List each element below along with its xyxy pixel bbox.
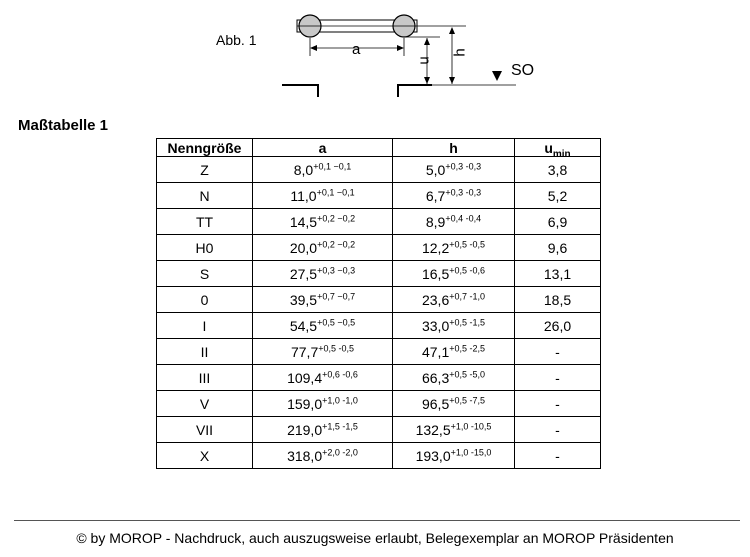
cell-a [253,235,393,261]
cell-h [393,313,515,339]
a-value: 27,5 [289,265,318,282]
dimension-diagram [0,0,750,110]
h-tolerance: +0,5 -2,5 [449,342,486,353]
table-row [157,339,601,365]
cell-nenngroesse [157,157,253,183]
header-u-label: u [544,139,553,156]
u-min-value: 3,8 [547,161,568,178]
h-tolerance: +0,5 -0,5 [449,238,486,249]
a-tolerance: +0,1 −0,1 [316,186,355,197]
a-tolerance: +0,1 −0,1 [313,160,352,171]
cell-a [253,391,393,417]
u-min-value: 26,0 [543,317,572,334]
cell-nenngroesse [157,261,253,287]
a-value: 159,0 [287,395,323,412]
header-u-min [515,139,601,160]
label-h: h [451,48,469,57]
a-value: 11,0 [290,187,317,204]
a-tolerance: +0,3 −0,3 [317,264,356,275]
table-row [157,417,601,443]
h-tolerance: +0,4 -0,4 [445,212,482,223]
a-value: 109,4 [287,369,323,386]
h-value: 8,9 [425,213,446,230]
cell-nenngroesse [157,391,253,417]
cell-u-min [515,209,601,235]
h-value: 12,2 [421,239,450,256]
table-title: Maßtabelle 1 [18,117,109,134]
nenngroesse-value: V [199,395,210,412]
nenngroesse-value: III [198,369,211,386]
cell-nenngroesse [157,339,253,365]
nenngroesse-value: X [199,447,210,464]
cell-a [253,443,393,469]
u-min-value: 18,5 [543,291,572,308]
footer-copyright: © by MOROP - Nachdruck, auch auszugsweise erlaubt, Belegexemplar an MOROP Präsidenten [76,530,674,546]
label-so: SO [511,62,535,79]
h-value: 193,0 [415,447,451,464]
cell-nenngroesse [157,443,253,469]
cell-u-min [515,391,601,417]
h-tolerance: +1,0 -10,5 [450,420,492,431]
u-min-value: 9,6 [547,239,568,256]
dimension-table [156,138,601,469]
u-min-value: - [555,447,560,464]
cell-h [393,261,515,287]
cell-h [393,391,515,417]
a-value: 39,5 [289,291,318,308]
cell-h [393,157,515,183]
figure-caption: Abb. 1 [216,32,257,48]
h-value: 96,5 [421,395,450,412]
figure-abb-1 [0,0,750,110]
cell-h [393,365,515,391]
cell-a [253,261,393,287]
h-value: 66,3 [421,369,450,386]
u-min-value: 6,9 [547,213,568,230]
a-tolerance: +0,7 −0,7 [317,290,356,301]
h-tolerance: +0,3 -0,3 [445,186,482,197]
header-h: h [393,139,515,157]
cell-a [253,313,393,339]
nenngroesse-value: S [199,265,210,282]
u-min-value: - [555,343,560,360]
a-value: 8,0 [293,161,314,178]
so-marker-icon [492,71,502,81]
table-row [157,183,601,209]
a-tolerance: +0,5 −0,5 [317,316,356,327]
a-tolerance: +0,5 -0,5 [318,342,355,353]
cell-nenngroesse [157,417,253,443]
table-row [157,261,601,287]
cell-a [253,209,393,235]
table-row [157,235,601,261]
u-min-value: 13,1 [543,265,572,282]
h-tolerance: +1,0 -15,0 [450,446,492,457]
table-row [157,157,601,183]
nenngroesse-value: 0 [200,291,209,308]
cell-nenngroesse [157,313,253,339]
cell-u-min [515,183,601,209]
table-row [157,209,601,235]
cell-a [253,287,393,313]
cell-h [393,209,515,235]
a-value: 318,0 [287,447,323,464]
nenngroesse-value: TT [195,213,214,230]
table-row [157,287,601,313]
a-tolerance: +0,6 -0,6 [322,368,358,379]
table-header-row [157,139,601,157]
cell-h [393,417,515,443]
cell-u-min [515,261,601,287]
cell-nenngroesse [157,183,253,209]
footer-divider [14,520,740,521]
nenngroesse-value: Z [200,161,209,178]
a-tolerance: +2,0 -2,0 [322,446,358,457]
u-min-value: - [555,421,560,438]
cell-h [393,443,515,469]
h-tolerance: +0,7 -1,0 [449,290,486,301]
h-tolerance: +0,5 -5,0 [449,368,486,379]
cell-a [253,365,393,391]
a-tolerance: +0,2 −0,2 [317,212,356,223]
cell-nenngroesse [157,209,253,235]
label-a: a [352,41,361,58]
table-row [157,313,601,339]
a-value: 77,7 [290,343,319,360]
h-value: 5,0 [425,161,446,178]
u-min-value: 5,2 [547,187,568,204]
a-value: 14,5 [289,213,318,230]
cell-u-min [515,235,601,261]
cell-u-min [515,417,601,443]
u-min-value: - [555,395,560,412]
table-row [157,443,601,469]
a-value: 20,0 [289,239,318,256]
cell-u-min [515,339,601,365]
cell-a [253,157,393,183]
cell-h [393,235,515,261]
table-row [157,391,601,417]
cell-h [393,183,515,209]
header-nenngroesse: Nenngröße [157,139,253,157]
nenngroesse-value: VII [195,421,214,438]
h-value: 23,6 [421,291,450,308]
h-value: 6,7 [425,187,446,204]
header-u-subscript: min [552,148,571,160]
h-tolerance: +0,5 -0,6 [449,264,486,275]
h-tolerance: +0,3 -0,3 [445,160,482,171]
a-tolerance: +0,2 −0,2 [317,238,356,249]
cell-u-min [515,287,601,313]
h-tolerance: +0,5 -7,5 [449,394,486,405]
cell-a [253,417,393,443]
a-value: 54,5 [289,317,318,334]
cell-u-min [515,365,601,391]
a-tolerance: +1,0 -1,0 [322,394,358,405]
cell-nenngroesse [157,365,253,391]
cell-u-min [515,313,601,339]
h-value: 33,0 [421,317,450,334]
cell-u-min [515,443,601,469]
h-value: 132,5 [415,421,451,438]
cell-h [393,339,515,365]
a-tolerance: +1,5 -1,5 [322,420,358,431]
u-min-value: - [555,369,560,386]
nenngroesse-value: H0 [195,239,214,256]
cell-h [393,287,515,313]
h-value: 47,1 [421,343,450,360]
h-tolerance: +0,5 -1,5 [449,316,486,327]
nenngroesse-value: I [202,317,207,334]
h-value: 16,5 [421,265,450,282]
cell-nenngroesse [157,235,253,261]
nenngroesse-value: II [200,343,209,360]
table-row [157,365,601,391]
nenngroesse-value: N [199,187,210,204]
cell-a [253,183,393,209]
cell-a [253,339,393,365]
cell-u-min [515,157,601,183]
header-a: a [253,139,393,157]
label-u: u [415,56,433,65]
cell-nenngroesse [157,287,253,313]
a-value: 219,0 [287,421,323,438]
